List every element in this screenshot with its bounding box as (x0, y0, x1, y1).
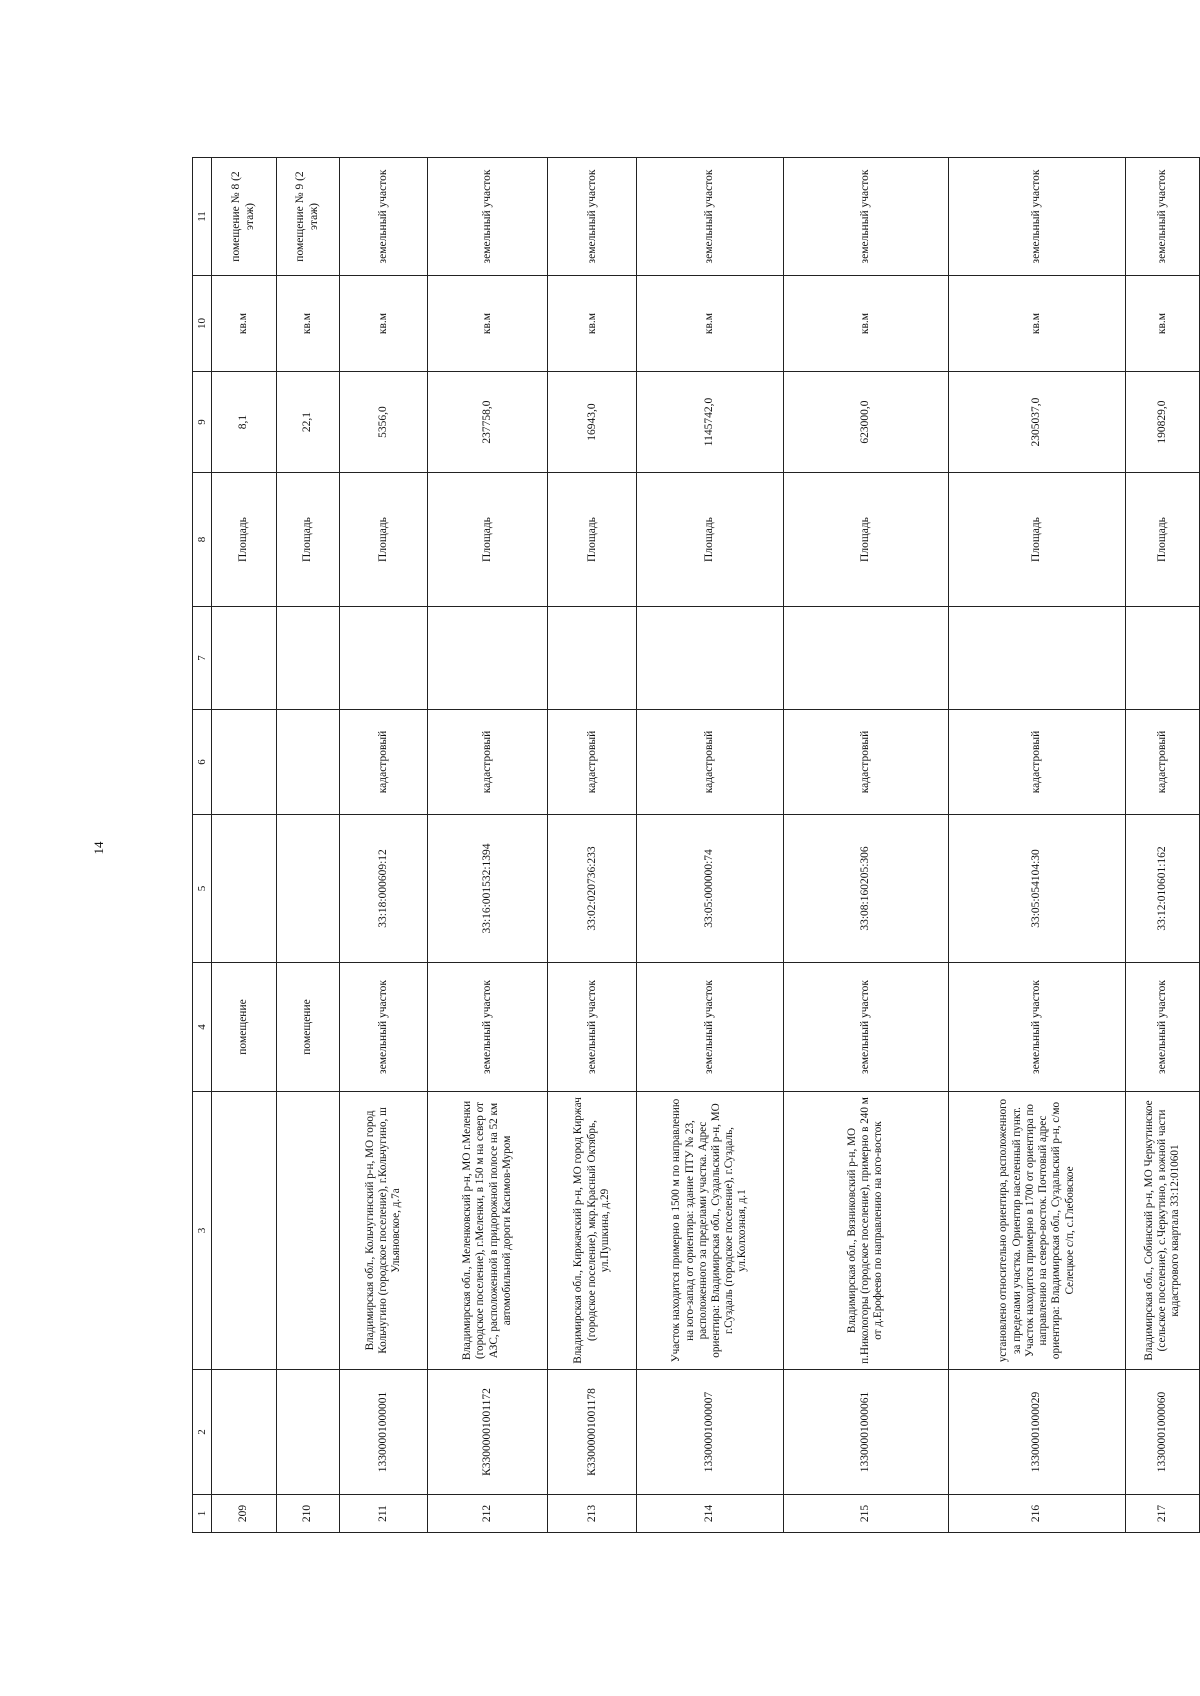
table-row (212, 158, 277, 1533)
number-kind-cell: кадастровый (637, 710, 783, 815)
number-kind-cell: кадастровый (949, 710, 1126, 815)
object-type-cell: земельный участок (637, 963, 783, 1092)
cadastral-number-cell: 33:08:160205:306 (783, 815, 949, 963)
measure-cell: Площадь (1126, 473, 1200, 607)
address-cell: Участок находится примерно в 1500 м по направлению на юго-запад от ориентира: здание ПТУ № 23, расположенного за пределами участка. Адрес ориентира: Владимирская обл., Суздальский р-н, МО г.Суздаль (городское поселение), г.Суздаль, ул.Колхозная, д.1 (637, 1092, 783, 1370)
measure-cell: Площадь (949, 473, 1126, 607)
registry-table-wrapper (192, 158, 1200, 1533)
column-7-cell (276, 607, 339, 710)
code-cell: К33000001001172 (427, 1370, 547, 1495)
address-cell (276, 1092, 339, 1370)
column-header: 5 (193, 815, 212, 963)
value-cell: 22,1 (276, 372, 339, 473)
code-cell: 13300001000061 (783, 1370, 949, 1495)
value-cell: 237758,0 (427, 372, 547, 473)
column-header: 9 (193, 372, 212, 473)
object-type-cell: помещение (212, 963, 277, 1092)
description-cell: земельный участок (637, 158, 783, 276)
column-7-cell (548, 607, 637, 710)
table-row (783, 158, 949, 1533)
value-cell: 190829,0 (1126, 372, 1200, 473)
cadastral-number-cell: 33:12:010601:162 (1126, 815, 1200, 963)
object-type-cell: земельный участок (783, 963, 949, 1092)
row-number-cell: 210 (276, 1495, 339, 1533)
cadastral-number-cell (212, 815, 277, 963)
object-type-cell: земельный участок (427, 963, 547, 1092)
measure-cell: Площадь (276, 473, 339, 607)
unit-cell: кв.м (212, 276, 277, 372)
number-kind-cell (212, 710, 277, 815)
value-cell: 16943,0 (548, 372, 637, 473)
page-number: 14 (91, 841, 106, 855)
row-number-cell: 216 (949, 1495, 1126, 1533)
code-cell: 13300001000007 (637, 1370, 783, 1495)
value-cell: 8,1 (212, 372, 277, 473)
number-kind-cell (276, 710, 339, 815)
value-cell: 623000,0 (783, 372, 949, 473)
table-row (548, 158, 637, 1533)
row-number-cell: 213 (548, 1495, 637, 1533)
object-type-cell: земельный участок (1126, 963, 1200, 1092)
measure-cell: Площадь (212, 473, 277, 607)
column-7-cell (340, 607, 428, 710)
unit-cell: кв.м (427, 276, 547, 372)
value-cell: 1145742,0 (637, 372, 783, 473)
address-cell (212, 1092, 277, 1370)
description-cell: земельный участок (1126, 158, 1200, 276)
address-cell: установлено относительно ориентира, расположенного за пределами участка. Ориентир населенный пункт. Участок находится примерно в 1700 от ориентира по направлению на северо-восток. Почтовый адрес ориентира: Владимирская обл., Суздальский р-н, с/мо Селецкое с/п, с.Глебовское (949, 1092, 1126, 1370)
row-number-cell: 215 (783, 1495, 949, 1533)
column-header: 1 (193, 1495, 212, 1533)
column-7-cell (637, 607, 783, 710)
table-row (949, 158, 1126, 1533)
cadastral-number-cell: 33:18:000609:12 (340, 815, 428, 963)
address-cell: Владимирская обл., Меленковский р-н, МО г.Меленки (городское поселение), г.Меленки, в 150 м на север от АЗС, расположенной в придорожной полосе на 52 км автомобильной дороги Касимов-Муром (427, 1092, 547, 1370)
value-cell: 5356,0 (340, 372, 428, 473)
code-cell: 13300001000029 (949, 1370, 1126, 1495)
row-number-cell: 217 (1126, 1495, 1200, 1533)
unit-cell: кв.м (340, 276, 428, 372)
code-cell (212, 1370, 277, 1495)
description-cell: земельный участок (427, 158, 547, 276)
address-cell: Владимирская обл., Киржачский р-н, МО город Киржач (городское поселение), мкр.Красный Октябрь, ул.Пушкина, д.29 (548, 1092, 637, 1370)
number-kind-cell: кадастровый (783, 710, 949, 815)
object-type-cell: помещение (276, 963, 339, 1092)
cadastral-number-cell: 33:16:001532:1394 (427, 815, 547, 963)
description-cell: земельный участок (949, 158, 1126, 276)
code-cell: К33000001001178 (548, 1370, 637, 1495)
unit-cell: кв.м (1126, 276, 1200, 372)
cadastral-number-cell: 33:05:054104:30 (949, 815, 1126, 963)
value-cell: 2305037,0 (949, 372, 1126, 473)
table-row (276, 158, 339, 1533)
table-row (1126, 158, 1200, 1533)
description-cell: помещение № 9 (2 этаж) (276, 158, 339, 276)
cadastral-number-cell (276, 815, 339, 963)
table-row (340, 158, 428, 1533)
description-cell: земельный участок (548, 158, 637, 276)
description-cell: земельный участок (783, 158, 949, 276)
measure-cell: Площадь (548, 473, 637, 607)
address-cell: Владимирская обл., Собинский р-н, МО Черкутинское (сельское поселение), с.Черкутино, в южной части кадастрового квартала 33:12:010601 (1126, 1092, 1200, 1370)
number-kind-cell: кадастровый (427, 710, 547, 815)
measure-cell: Площадь (637, 473, 783, 607)
cadastral-number-cell: 33:02:020736:233 (548, 815, 637, 963)
address-cell: Владимирская обл., Вязниковский р-н, МО п.Никологоры (городское поселение), примерно в 240 м от д.Ерофеево по направлению на юго-восток (783, 1092, 949, 1370)
measure-cell: Площадь (340, 473, 428, 607)
column-header: 3 (193, 1092, 212, 1370)
number-kind-cell: кадастровый (340, 710, 428, 815)
object-type-cell: земельный участок (548, 963, 637, 1092)
column-7-cell (212, 607, 277, 710)
unit-cell: кв.м (548, 276, 637, 372)
row-number-cell: 214 (637, 1495, 783, 1533)
column-header: 7 (193, 607, 212, 710)
number-kind-cell: кадастровый (548, 710, 637, 815)
registry-table (192, 157, 1200, 1533)
row-number-cell: 211 (340, 1495, 428, 1533)
column-7-cell (949, 607, 1126, 710)
row-number-cell: 212 (427, 1495, 547, 1533)
column-7-cell (783, 607, 949, 710)
column-header: 6 (193, 710, 212, 815)
object-type-cell: земельный участок (340, 963, 428, 1092)
row-number-cell: 209 (212, 1495, 277, 1533)
object-type-cell: земельный участок (949, 963, 1126, 1092)
address-cell: Владимирская обл., Кольчугинский р-н, МО город Кольчугино (городское поселение), г.Кольчугино, ш Ульяновское, д.7а (340, 1092, 428, 1370)
description-cell: помещение № 8 (2 этаж) (212, 158, 277, 276)
unit-cell: кв.м (949, 276, 1126, 372)
measure-cell: Площадь (427, 473, 547, 607)
unit-cell: кв.м (276, 276, 339, 372)
number-kind-cell: кадастровый (1126, 710, 1200, 815)
unit-cell: кв.м (783, 276, 949, 372)
unit-cell: кв.м (637, 276, 783, 372)
column-header: 11 (193, 158, 212, 276)
column-header: 4 (193, 963, 212, 1092)
measure-cell: Площадь (783, 473, 949, 607)
column-7-cell (427, 607, 547, 710)
column-header: 8 (193, 473, 212, 607)
column-header: 10 (193, 276, 212, 372)
description-cell: земельный участок (340, 158, 428, 276)
table-row (637, 158, 783, 1533)
code-cell: 13300001000001 (340, 1370, 428, 1495)
column-header: 2 (193, 1370, 212, 1495)
column-number-row (193, 158, 212, 1533)
column-7-cell (1126, 607, 1200, 710)
code-cell: 13300001000060 (1126, 1370, 1200, 1495)
code-cell (276, 1370, 339, 1495)
cadastral-number-cell: 33:05:000000:74 (637, 815, 783, 963)
table-row (427, 158, 547, 1533)
